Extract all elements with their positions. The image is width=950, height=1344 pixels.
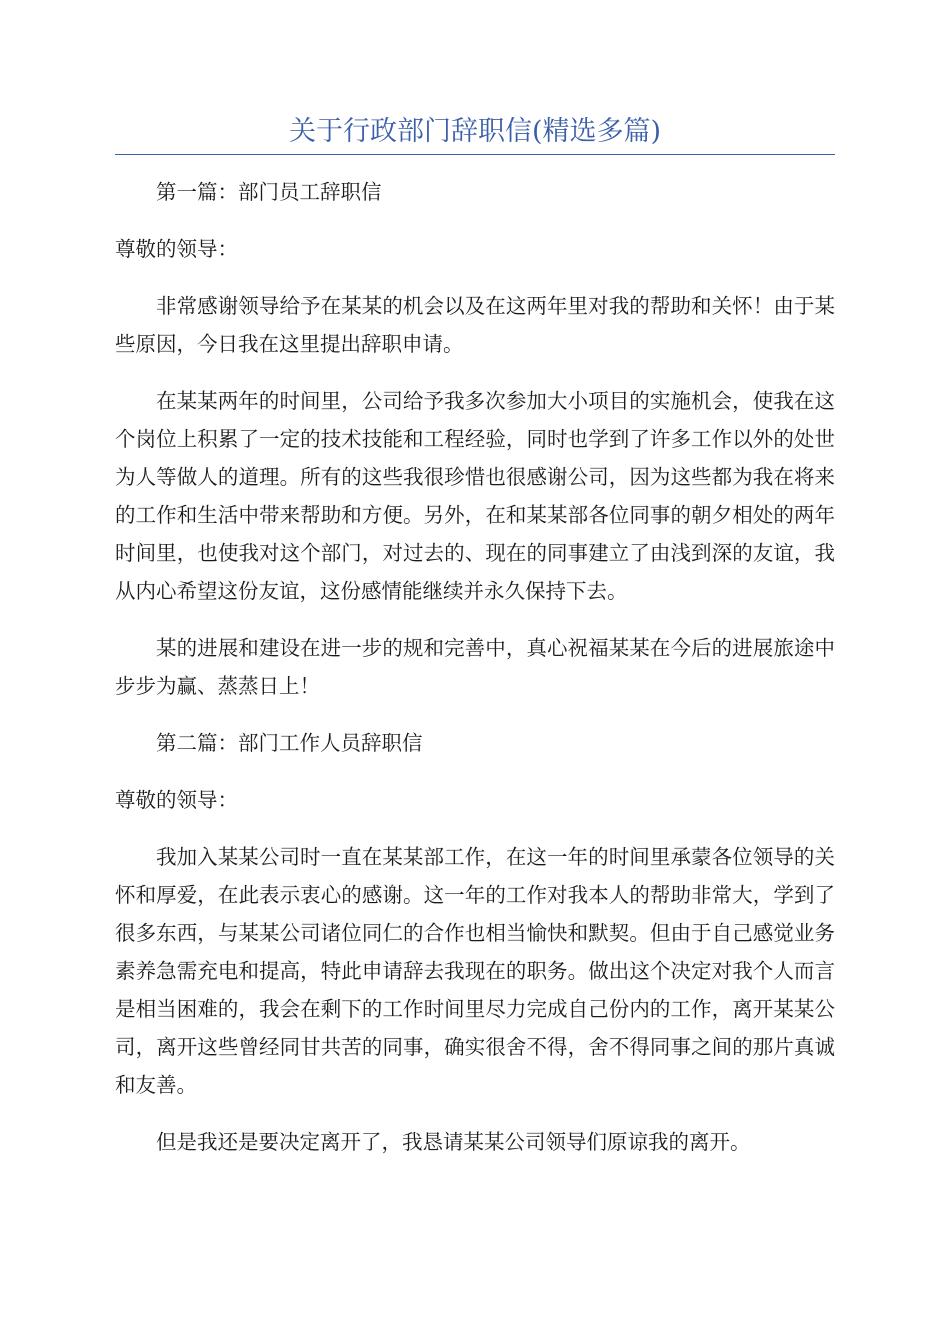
body-paragraph: 某的进展和建设在进一步的规和完善中，真心祝福某某在今后的进展旅途中步步为赢、蒸蒸日上！ bbox=[115, 636, 835, 698]
body-paragraph: 非常感谢领导给予在某某的机会以及在这两年里对我的帮助和关怀！由于某些原因，今日我在这里提出辞职申请。 bbox=[115, 294, 835, 356]
title-underline bbox=[115, 154, 835, 155]
section-heading-1: 第一篇：部门员工辞职信 bbox=[156, 180, 382, 204]
section-heading-2: 第二篇：部门工作人员辞职信 bbox=[156, 731, 423, 755]
salutation-2: 尊敬的领导： bbox=[115, 788, 238, 812]
body-paragraph: 但是我还是要决定离开了，我恳请某某公司领导们原谅我的离开。 bbox=[156, 1130, 751, 1154]
salutation-1: 尊敬的领导： bbox=[115, 237, 238, 261]
document-body bbox=[115, 173, 835, 1161]
document-title: 关于行政部门辞职信(精选多篇) bbox=[288, 116, 662, 147]
body-paragraph: 我加入某某公司时一直在某某部工作，在这一年的时间里承蒙各位领导的关怀和厚爱，在此表示衷心的感谢。这一年的工作对我本人的帮助非常大，学到了很多东西，与某某公司诸位同仁的合作也相当愉快和默契。但由于自己感觉业务素养急需充电和提高，特此申请辞去我现在的职务。做出这个决定对我个人而言是相当困难的，我会在剩下的工作时间里尽力完成自己份内的工作，离开某某公司，离开这些曾经同甘共苦的同事，确实很舍不得，舍不得同事之间的那片真诚和友善。 bbox=[115, 845, 835, 1097]
body-paragraph: 在某某两年的时间里，公司给予我多次参加大小项目的实施机会，使我在这个岗位上积累了一定的技术技能和工程经验，同时也学到了许多工作以外的处世为人等做人的道理。所有的这些我很珍惜也很感谢公司，因为这些都为我在将来的工作和生活中带来帮助和方便。另外，在和某某部各位同事的朝夕相处的两年时间里，也使我对这个部门，对过去的、现在的同事建立了由浅到深的友谊，我从内心希望这份友谊，这份感情能继续并永久保持下去。 bbox=[115, 389, 835, 603]
document-page bbox=[115, 112, 835, 1180]
